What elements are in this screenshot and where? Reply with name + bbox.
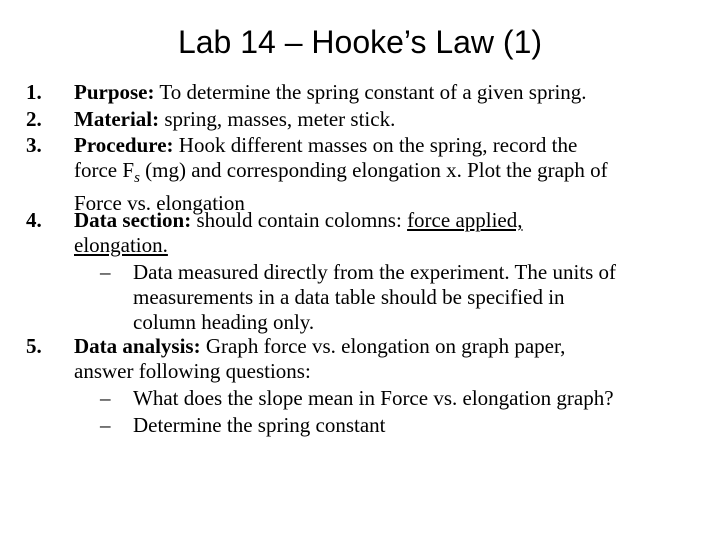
slide-title: Lab 14 – Hooke’s Law (1) — [177, 24, 543, 60]
item-number-1: 1. — [26, 80, 42, 104]
item-data-section — [74, 208, 704, 334]
data-section-underlined-2: elongation. — [74, 233, 168, 257]
item-number-3: 3. — [26, 133, 42, 157]
procedure-label: Procedure: — [74, 133, 174, 157]
data-section-text: should contain colomns: — [196, 208, 402, 232]
procedure-subscript: s — [134, 170, 140, 187]
data-analysis-text-line1: Graph force vs. elongation on graph paper, — [205, 334, 566, 358]
subitem-dash: – — [100, 386, 111, 410]
item-material — [74, 107, 704, 132]
item-purpose — [74, 80, 704, 105]
subitem-text: What does the slope mean in Force vs. elongation graph? — [133, 386, 614, 410]
procedure-text-line2: (mg) and corresponding elongation x. Plot the graph of — [145, 158, 608, 182]
data-section-label: Data section: — [74, 208, 192, 232]
subitem-line1: Data measured directly from the experiment. The units of — [133, 260, 617, 284]
item-procedure — [74, 133, 704, 216]
subitem-dash: – — [100, 260, 111, 284]
data-analysis-label: Data analysis: — [74, 334, 201, 358]
item-data-analysis — [74, 334, 704, 437]
procedure-text-line1: Hook different masses on the spring, record the — [178, 133, 578, 157]
procedure-text-line3: Force vs. elongation — [74, 191, 245, 216]
purpose-text: To determine the spring constant of a given spring. — [159, 80, 587, 104]
data-analysis-text-line2: answer following questions: — [74, 359, 311, 383]
item-number-5: 5. — [26, 334, 42, 358]
material-label: Material: — [74, 107, 160, 131]
subitem-line3: column heading only. — [133, 310, 315, 334]
item-number-2: 2. — [26, 107, 42, 131]
material-text: spring, masses, meter stick. — [164, 107, 396, 131]
procedure-force: force F — [74, 158, 135, 182]
subitem-line2: measurements in a data table should be specified in — [133, 285, 565, 309]
item-number-4: 4. — [26, 208, 42, 232]
data-section-underlined-1: force applied, — [407, 208, 523, 232]
purpose-label: Purpose: — [74, 80, 155, 104]
subitem-text: Determine the spring constant — [133, 413, 386, 437]
subitem-dash: – — [100, 413, 111, 437]
